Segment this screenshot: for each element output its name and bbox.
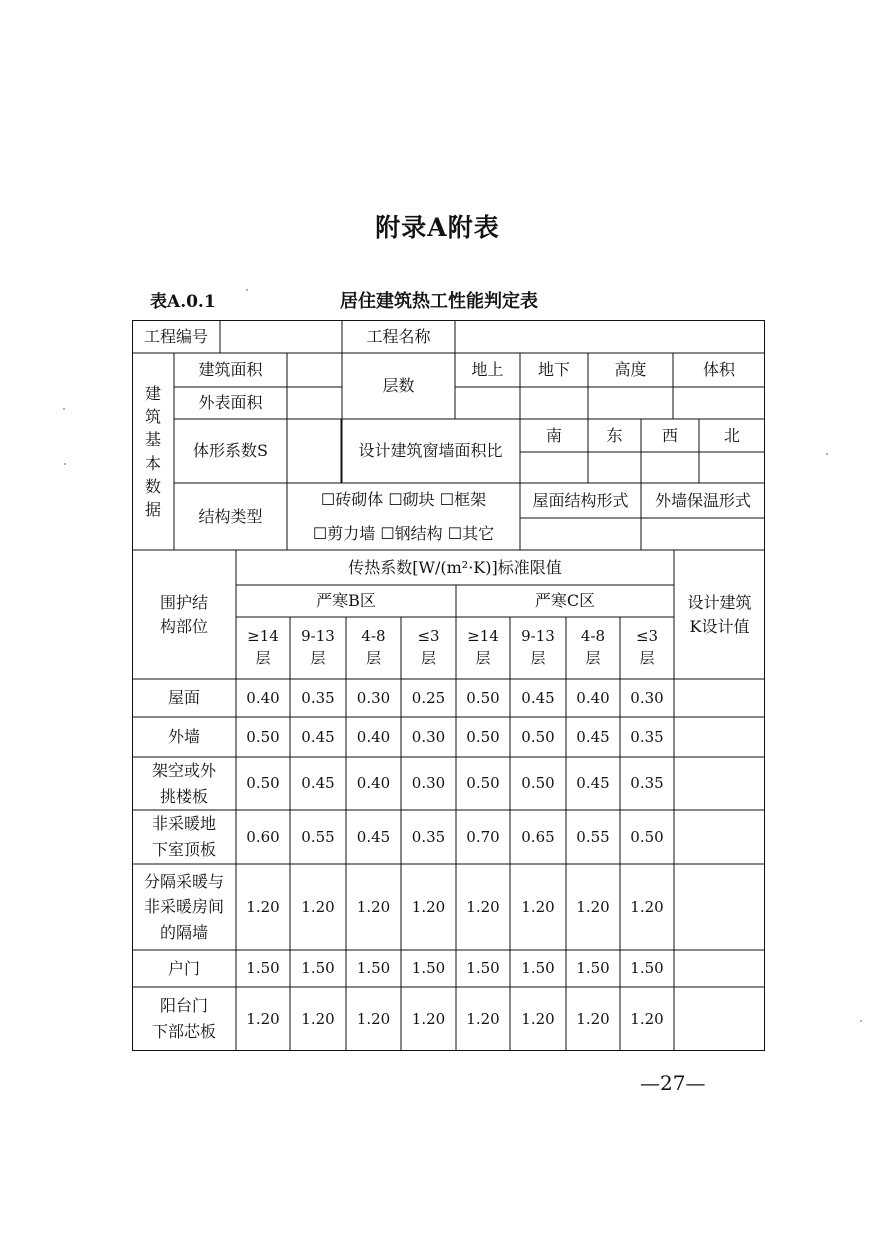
limit-value-cell: 0.35	[630, 727, 664, 746]
envelope-part-label: 外墙	[167, 727, 200, 747]
envelope-part-label: 屋面	[167, 688, 200, 708]
scan-speck	[63, 408, 65, 410]
limit-value-cell: 1.50	[466, 959, 500, 978]
envelope-part-label: 架空或外 挑楼板	[151, 760, 216, 806]
limit-value-cell: 0.35	[411, 827, 446, 846]
limit-value-cell: 0.50	[466, 774, 500, 793]
limit-value-cell: 0.65	[521, 827, 555, 846]
page-number: —27—	[640, 1071, 706, 1095]
structure-options-row2: ☐剪力墙 ☐钢结构 ☐其它	[312, 523, 495, 543]
zone-c-header: 严寒C区	[534, 591, 596, 611]
scan-speck	[246, 289, 248, 291]
limit-value-cell: 0.35	[630, 774, 664, 793]
limit-value-cell: 0.50	[521, 727, 555, 746]
limit-value-cell: 0.55	[301, 827, 335, 846]
roof-form-label: 屋面结构形式	[532, 490, 629, 510]
limit-value-cell: 1.20	[466, 1009, 500, 1028]
limit-value-cell: 0.40	[246, 688, 280, 707]
project-no-label: 工程编号	[143, 326, 208, 346]
floor-group-header: 9-13 层	[521, 627, 555, 667]
surface-area-label: 外表面积	[198, 393, 263, 413]
limit-value-cell: 1.50	[521, 959, 555, 978]
limit-value-cell: 0.60	[246, 827, 280, 846]
floors-label: 层数	[382, 376, 415, 396]
envelope-part-label: 非采暖地 下室顶板	[151, 814, 216, 859]
limit-value-cell: 0.50	[466, 688, 500, 707]
building-area-label: 建筑面积	[198, 360, 263, 380]
limit-value-cell: 0.50	[246, 727, 280, 746]
limit-value-cell: 1.50	[356, 959, 391, 978]
above-ground-label: 地上	[471, 360, 504, 380]
structure-options-row1: ☐砖砌体 ☐砌块 ☐框架	[320, 490, 487, 510]
basic-data-group-label: 建 筑 基 本 数 据	[144, 383, 161, 519]
limit-value-cell: 0.35	[301, 688, 335, 707]
zone-b-header: 严寒B区	[316, 591, 376, 611]
scan-speck	[860, 1020, 862, 1022]
limit-value-cell: 1.20	[246, 1009, 280, 1028]
scan-speck	[64, 463, 66, 465]
limit-value-cell: 1.20	[356, 897, 391, 916]
floor-group-header: 4-8 层	[361, 627, 386, 667]
coefficient-header: 传热系数[W/(m²·K)]标准限值	[348, 557, 562, 577]
design-k-header: 设计建筑 K设计值	[687, 593, 752, 636]
envelope-part-label: 阳台门 下部芯板	[151, 996, 216, 1041]
limit-value-cell: 0.40	[356, 727, 391, 746]
limit-value-cell: 1.20	[576, 1009, 610, 1028]
limit-value-cell: 1.20	[521, 897, 555, 916]
envelope-part-header: 围护结 构部位	[159, 593, 208, 636]
height-label: 高度	[614, 360, 647, 380]
window-wall-ratio-label: 设计建筑窗墙面积比	[358, 441, 503, 461]
floor-group-header: ≤3 层	[635, 627, 659, 667]
limit-value-cell: 1.20	[576, 897, 610, 916]
limit-value-cell: 0.45	[301, 727, 335, 746]
limit-value-cell: 0.40	[576, 688, 610, 707]
limit-value-cell: 1.50	[411, 959, 446, 978]
envelope-part-label: 分隔采暖与 非采暖房间 的隔墙	[143, 871, 224, 942]
limit-value-cell: 1.20	[466, 897, 500, 916]
limit-value-cell: 0.30	[630, 688, 664, 707]
below-ground-label: 地下	[537, 360, 570, 380]
limit-value-cell: 0.30	[411, 774, 446, 793]
floor-group-header: 4-8 层	[580, 627, 606, 667]
north-label: 北	[723, 425, 740, 445]
limit-value-cell: 1.20	[301, 897, 335, 916]
limit-value-cell: 1.20	[630, 897, 664, 916]
limit-value-cell: 0.50	[466, 727, 500, 746]
west-label: 西	[661, 425, 678, 445]
volume-label: 体积	[702, 360, 735, 380]
limit-value-cell: 1.20	[301, 1009, 335, 1028]
limit-value-cell: 1.20	[411, 897, 446, 916]
envelope-part-label: 户门	[167, 958, 200, 978]
structure-type-label: 结构类型	[198, 506, 263, 526]
floor-group-header: ≤3 层	[417, 627, 440, 667]
limit-value-cell: 0.45	[301, 774, 335, 793]
limit-value-cell: 0.50	[630, 827, 664, 846]
limit-value-cell: 0.40	[356, 774, 391, 793]
shape-coefficient-label: 体形系数S	[193, 441, 268, 461]
limit-value-cell: 1.20	[630, 1009, 664, 1028]
limit-value-cell: 1.20	[246, 897, 280, 916]
limit-value-cell: 0.45	[576, 727, 610, 746]
limit-value-cell: 1.20	[356, 1009, 391, 1028]
floor-group-header: ≥14 层	[247, 627, 279, 667]
page-title: 附录A附表	[375, 213, 500, 242]
limit-value-cell: 1.20	[521, 1009, 555, 1028]
limit-value-cell: 1.50	[301, 959, 335, 978]
limit-value-cell: 0.45	[576, 774, 610, 793]
limit-value-cell: 1.50	[246, 959, 280, 978]
limit-value-cell: 0.30	[356, 688, 391, 707]
thermal-performance-table	[132, 320, 765, 1051]
east-label: 东	[606, 425, 623, 445]
limit-value-cell: 0.55	[576, 827, 610, 846]
table-title: 居住建筑热工性能判定表	[340, 291, 538, 312]
scan-speck	[826, 453, 828, 455]
floor-group-header: ≥14 层	[467, 627, 499, 667]
limit-value-cell: 0.45	[356, 827, 391, 846]
south-label: 南	[545, 425, 562, 445]
limit-value-cell: 0.70	[466, 827, 500, 846]
limit-value-cell: 0.25	[411, 688, 446, 707]
limit-value-cell: 0.45	[521, 688, 555, 707]
wall-insulation-label: 外墙保温形式	[654, 490, 751, 510]
limit-value-cell: 1.50	[576, 959, 610, 978]
project-name-label: 工程名称	[366, 326, 431, 346]
limit-value-cell: 0.50	[246, 774, 280, 793]
floor-group-header: 9-13 层	[301, 627, 335, 667]
limit-value-cell: 0.50	[521, 774, 555, 793]
limit-value-cell: 1.20	[411, 1009, 446, 1028]
table-number: 表A.0.1	[150, 292, 216, 312]
limit-value-cell: 1.50	[630, 959, 664, 978]
limit-value-cell: 0.30	[411, 727, 446, 746]
